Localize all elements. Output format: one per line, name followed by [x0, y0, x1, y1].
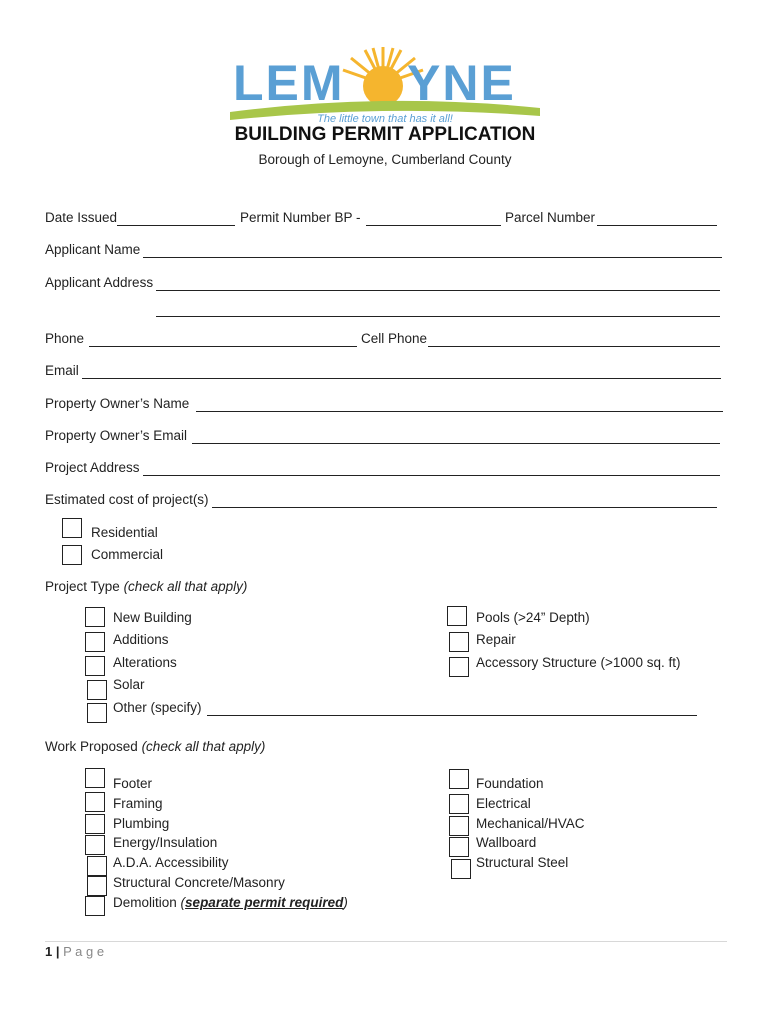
owner-name-field[interactable]	[196, 411, 723, 412]
structural-concrete-label: Structural Concrete/Masonry	[113, 875, 285, 890]
footer-checkbox[interactable]	[85, 768, 105, 788]
page-subtitle: Borough of Lemoyne, Cumberland County	[258, 152, 512, 167]
cell-phone-label: Cell Phone	[361, 331, 428, 346]
page-label: P a g e	[63, 944, 105, 959]
demolition-note-close: )	[343, 895, 348, 910]
other-checkbox[interactable]	[87, 703, 107, 723]
permit-number-field[interactable]	[366, 225, 501, 226]
foundation-checkbox[interactable]	[449, 769, 469, 789]
commercial-checkbox[interactable]	[62, 545, 82, 565]
work-proposed-heading	[45, 739, 265, 754]
residential-label: Residential	[91, 525, 158, 540]
other-label: Other (specify)	[113, 700, 202, 715]
residential-checkbox[interactable]	[62, 518, 82, 538]
other-specify-field[interactable]	[207, 715, 697, 716]
estimated-cost-field[interactable]	[212, 507, 717, 508]
new-building-label: New Building	[113, 610, 192, 625]
date-issued-label: Date Issued	[45, 210, 118, 225]
owner-email-label: Property Owner’s Email	[45, 428, 188, 443]
alterations-label: Alterations	[113, 655, 177, 670]
mechanical-hvac-label: Mechanical/HVAC	[476, 816, 585, 831]
plumbing-label: Plumbing	[113, 816, 170, 831]
framing-checkbox[interactable]	[85, 792, 105, 812]
pools-checkbox[interactable]	[447, 606, 467, 626]
ada-accessibility-label: A.D.A. Accessibility	[113, 855, 229, 870]
permit-number-label: Permit Number BP -	[240, 210, 361, 225]
repair-label: Repair	[476, 632, 516, 647]
demolition-row	[113, 895, 348, 910]
plumbing-checkbox[interactable]	[85, 814, 105, 834]
project-type-heading	[45, 579, 247, 594]
mechanical-hvac-checkbox[interactable]	[449, 816, 469, 836]
footer-divider	[45, 941, 727, 942]
demolition-label: Demolition	[113, 895, 177, 910]
owner-name-label: Property Owner’s Name	[45, 396, 190, 411]
commercial-label: Commercial	[91, 547, 164, 562]
energy-insulation-label: Energy/Insulation	[113, 835, 218, 850]
parcel-number-field[interactable]	[597, 225, 717, 226]
logo-tagline: The little town that has it all!	[317, 113, 453, 125]
work-proposed-note: (check all that apply)	[141, 739, 266, 754]
phone-label: Phone	[45, 331, 85, 346]
email-field[interactable]	[82, 378, 721, 379]
demolition-note-open: (	[180, 895, 186, 910]
accessory-structure-checkbox[interactable]	[449, 657, 469, 677]
applicant-address-field-2[interactable]	[156, 316, 720, 317]
sun-icon	[363, 66, 403, 106]
logo-graphic	[225, 42, 545, 127]
project-type-note: (check all that apply)	[123, 579, 248, 594]
solar-checkbox[interactable]	[87, 680, 107, 700]
lemoyne-logo	[225, 42, 545, 127]
cell-phone-field[interactable]	[428, 346, 720, 347]
new-building-checkbox[interactable]	[85, 607, 105, 627]
energy-insulation-checkbox[interactable]	[85, 835, 105, 855]
wallboard-label: Wallboard	[476, 835, 537, 850]
demolition-note: separate permit required	[185, 895, 344, 910]
structural-steel-checkbox[interactable]	[451, 859, 471, 879]
applicant-address-field[interactable]	[156, 290, 720, 291]
page-number: 1	[45, 944, 53, 959]
project-type-label: Project Type	[45, 579, 120, 594]
framing-label: Framing	[113, 796, 163, 811]
electrical-label: Electrical	[476, 796, 531, 811]
additions-checkbox[interactable]	[85, 632, 105, 652]
solar-label: Solar	[113, 677, 145, 692]
owner-email-field[interactable]	[192, 443, 720, 444]
phone-field[interactable]	[89, 346, 357, 347]
alterations-checkbox[interactable]	[85, 656, 105, 676]
page-separator: |	[55, 944, 60, 959]
project-address-field[interactable]	[143, 475, 720, 476]
logo-text-right: YNE	[407, 55, 516, 111]
logo-text-left: LEM	[233, 55, 345, 111]
foundation-label: Foundation	[476, 776, 544, 791]
applicant-address-label: Applicant Address	[45, 275, 154, 290]
footer-label: Footer	[113, 776, 153, 791]
demolition-checkbox[interactable]	[85, 896, 105, 916]
project-address-label: Project Address	[45, 460, 140, 475]
ada-accessibility-checkbox[interactable]	[87, 856, 107, 876]
applicant-name-label: Applicant Name	[45, 242, 141, 257]
email-label: Email	[45, 363, 79, 378]
parcel-number-label: Parcel Number	[505, 210, 596, 225]
structural-concrete-checkbox[interactable]	[87, 876, 107, 896]
date-issued-field[interactable]	[117, 225, 235, 226]
pools-label: Pools (>24” Depth)	[476, 610, 590, 625]
page-footer	[45, 944, 104, 959]
work-proposed-label: Work Proposed	[45, 739, 138, 754]
applicant-name-field[interactable]	[143, 257, 722, 258]
accessory-structure-label: Accessory Structure (>1000 sq. ft)	[476, 655, 681, 670]
additions-label: Additions	[113, 632, 169, 647]
electrical-checkbox[interactable]	[449, 794, 469, 814]
structural-steel-label: Structural Steel	[476, 855, 569, 870]
wallboard-checkbox[interactable]	[449, 837, 469, 857]
page-title: BUILDING PERMIT APPLICATION	[234, 124, 536, 145]
estimated-cost-label: Estimated cost of project(s)	[45, 492, 209, 507]
repair-checkbox[interactable]	[449, 632, 469, 652]
